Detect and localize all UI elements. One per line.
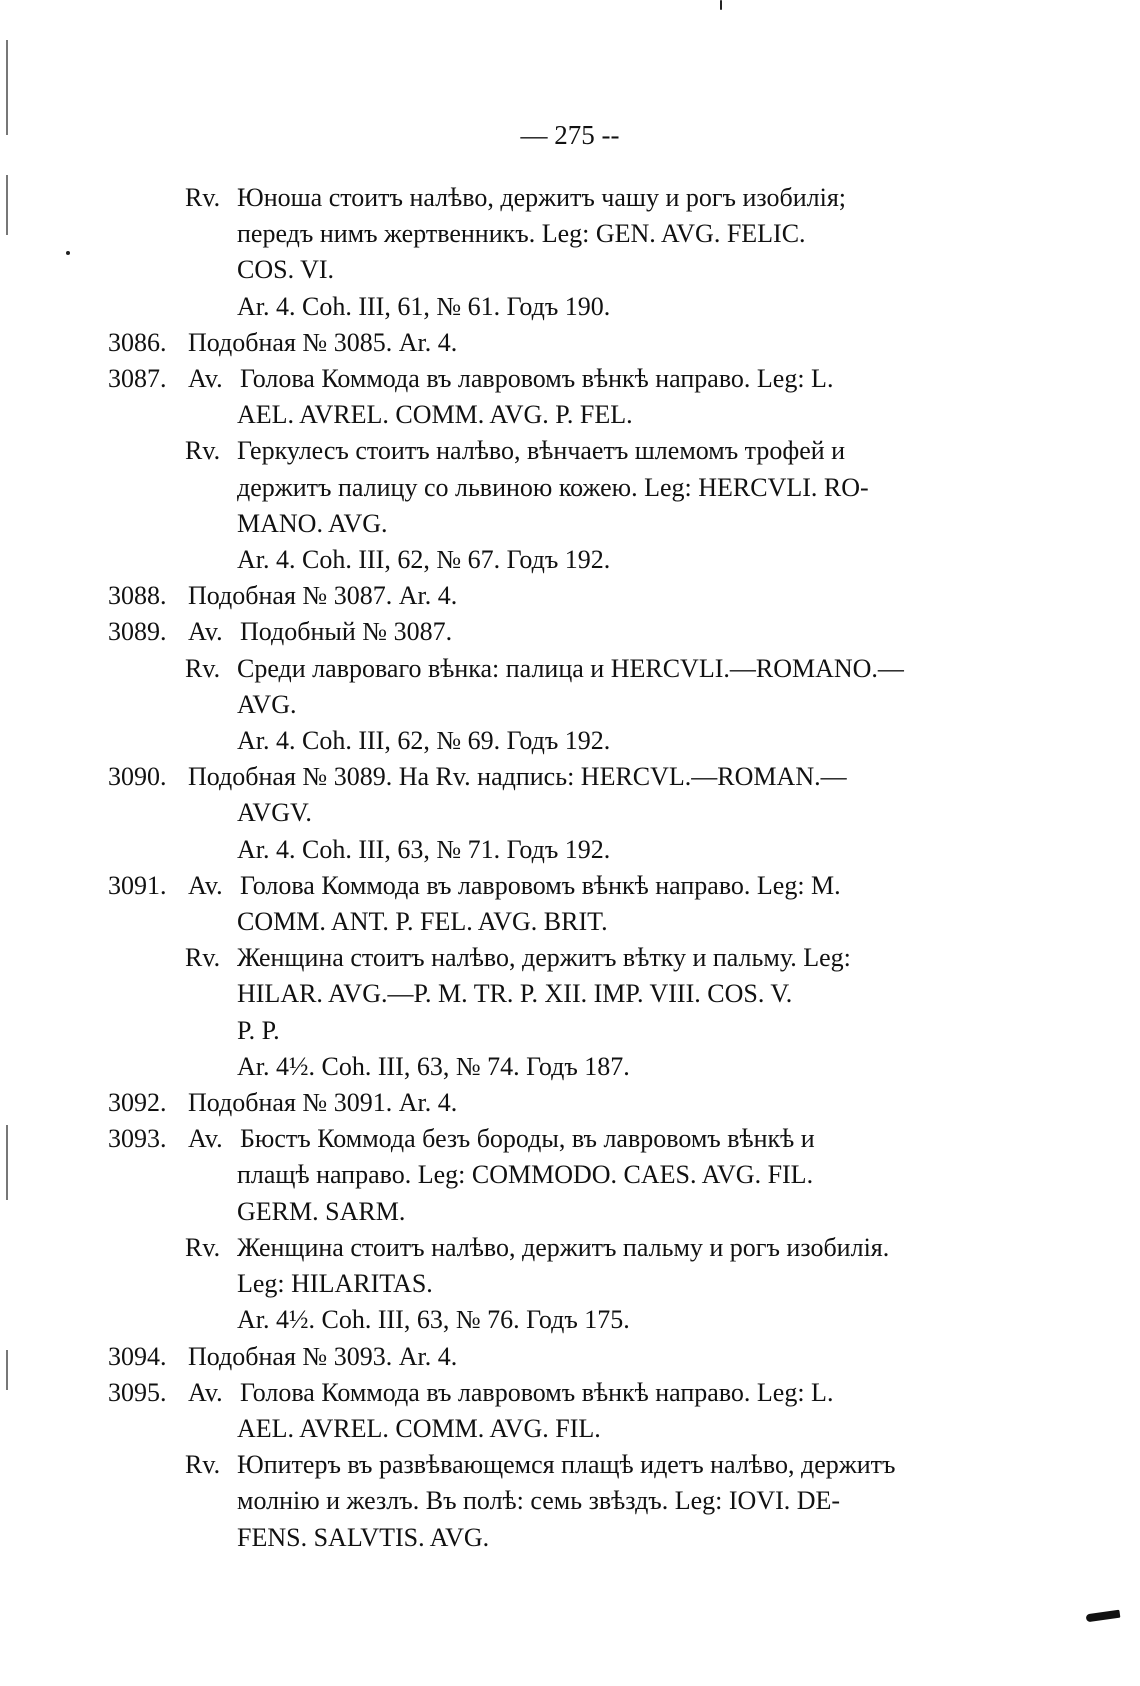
continuation-line: COMM. ANT. P. FEL. AVG. BRIT. xyxy=(237,907,608,937)
reverse-line xyxy=(108,651,928,687)
scan-edge-line xyxy=(6,1350,8,1390)
reverse-line xyxy=(108,180,928,216)
reverse-label: Rv. xyxy=(185,943,221,973)
reverse-text: Юноша стоитъ налѣво, держитъ чашу и рогъ изобилія; xyxy=(237,183,847,212)
entry-number: 3095. xyxy=(108,1377,167,1407)
continuation-line: передъ нимъ жертвенникъ. Leg: GEN. AVG. FELIC. xyxy=(237,219,806,249)
continuation-line: AEL. AVREL. COMM. AVG. FIL. xyxy=(237,1413,601,1443)
catalog-entry xyxy=(108,1121,928,1157)
coin-metadata: Ar. 4. Coh. III, 63, № 71. Годъ 192. xyxy=(237,834,611,864)
entry-text: Подобная № 3089. На Rv. надпись: HERCVL.—ROMAN.— xyxy=(188,762,847,792)
catalog-entry xyxy=(108,868,928,904)
reverse-label: Rv. xyxy=(185,1232,221,1262)
continuation-line: COS. VI. xyxy=(237,255,335,285)
entry-number: 3094. xyxy=(108,1341,167,1371)
obverse-label: Av. xyxy=(188,1377,223,1407)
reverse-label: Rv. xyxy=(185,1450,221,1480)
continuation-line: MANO. AVG. xyxy=(237,508,388,538)
obverse-label: Av. xyxy=(188,1124,223,1154)
coin-metadata: Ar. 4½. Coh. III, 63, № 74. Годъ 187. xyxy=(237,1051,630,1081)
entry-text: Подобная № 3085. Ar. 4. xyxy=(188,327,458,357)
entry-text: Подобная № 3087. Ar. 4. xyxy=(188,581,458,611)
catalog-entry xyxy=(108,614,928,650)
entry-number: 3091. xyxy=(108,870,167,900)
entry-number: 3088. xyxy=(108,581,167,611)
entry-text: Подобная № 3091. Ar. 4. xyxy=(188,1088,458,1118)
continuation-line: FENS. SALVTIS. AVG. xyxy=(237,1522,490,1552)
scan-edge-line xyxy=(6,1125,8,1200)
catalog-entry xyxy=(108,1085,928,1121)
continuation-line: HILAR. AVG.—P. M. TR. P. XII. IMP. VIII. COS. V. xyxy=(237,979,793,1009)
entry-number: 3090. xyxy=(108,762,167,792)
obverse-label: Av. xyxy=(188,617,223,647)
entry-number: 3092. xyxy=(108,1088,167,1118)
continuation-line: AVG. xyxy=(237,689,297,719)
reverse-text: Среди лавроваго вѣнка: палица и HERCVLI.—ROMANO.— xyxy=(237,653,904,683)
obverse-label: Av. xyxy=(188,364,223,394)
entry-number: 3093. xyxy=(108,1124,167,1154)
continuation-line: Leg: HILARITAS. xyxy=(237,1269,433,1299)
continuation-line: держитъ палицу со львиною кожею. Leg: HERCVLI. RO- xyxy=(237,472,869,502)
reverse-line xyxy=(108,1230,928,1266)
continuation-line: GERM. SARM. xyxy=(237,1196,406,1226)
entry-text: Голова Коммода въ лавровомъ вѣнкѣ направо. Leg: L. xyxy=(240,364,834,394)
scan-speck xyxy=(66,251,70,255)
scan-edge-line xyxy=(6,175,8,235)
catalog-text xyxy=(108,180,928,1556)
continuation-line: AEL. AVREL. COMM. AVG. P. FEL. xyxy=(237,400,633,430)
reverse-text: Юпитеръ въ развѣвающемся плащѣ идетъ налѣво, держитъ xyxy=(237,1450,896,1480)
reverse-text: Геркулесъ стоитъ налѣво, вѣнчаетъ шлемомъ трофей и xyxy=(237,436,846,466)
page-number: — 275 -- xyxy=(520,120,620,150)
catalog-entry xyxy=(108,578,928,614)
continuation-line: P. P. xyxy=(237,1015,280,1045)
entry-text: Бюстъ Коммода безъ бороды, въ лавровомъ вѣнкѣ и xyxy=(240,1124,815,1154)
coin-metadata: Ar. 4. Coh. III, 62, № 67. Годъ 192. xyxy=(237,545,611,575)
coin-metadata: Ar. 4½. Coh. III, 63, № 76. Годъ 175. xyxy=(237,1305,630,1335)
entry-number: 3089. xyxy=(108,617,167,647)
entry-text: Голова Коммода въ лавровомъ вѣнкѣ направо. Leg: M. xyxy=(240,870,841,900)
catalog-entry xyxy=(108,361,928,397)
coin-metadata: Ar. 4. Coh. III, 61, № 61. Годъ 190. xyxy=(237,291,611,321)
catalog-entry xyxy=(108,325,928,361)
scan-mark xyxy=(1086,1610,1121,1623)
reverse-label: Rv. xyxy=(185,653,221,683)
entry-number: 3087. xyxy=(108,364,167,394)
reverse-line xyxy=(108,1447,928,1483)
catalog-entry xyxy=(108,1339,928,1375)
coin-metadata: Ar. 4. Coh. III, 62, № 69. Годъ 192. xyxy=(237,726,611,756)
reverse-line xyxy=(108,433,928,469)
reverse-text: Женщина стоитъ налѣво, держитъ вѣтку и пальму. Leg: xyxy=(237,943,851,973)
entry-text: Подобная № 3093. Ar. 4. xyxy=(188,1341,458,1371)
continuation-line: молнію и жезлъ. Въ полѣ: семь звѣздъ. Leg: IOVI. DE- xyxy=(237,1486,841,1516)
reverse-label: Rv. xyxy=(185,436,221,466)
entry-text: Голова Коммода въ лавровомъ вѣнкѣ направо. Leg: L. xyxy=(240,1377,834,1407)
reverse-text: Женщина стоитъ налѣво, держитъ пальму и рогъ изобилія. xyxy=(237,1232,890,1262)
obverse-label: Av. xyxy=(188,870,223,900)
catalog-entry xyxy=(108,759,928,795)
entry-number: 3086. xyxy=(108,327,167,357)
reverse-label: Rv. xyxy=(185,183,221,212)
catalog-entry xyxy=(108,1375,928,1411)
entry-text: Подобный № 3087. xyxy=(240,617,453,647)
scan-speck xyxy=(720,0,722,10)
reverse-line xyxy=(108,940,928,976)
continuation-line: плащѣ направо. Leg: COMMODO. CAES. AVG. FIL. xyxy=(237,1160,814,1190)
continuation-line: AVGV. xyxy=(237,798,312,828)
